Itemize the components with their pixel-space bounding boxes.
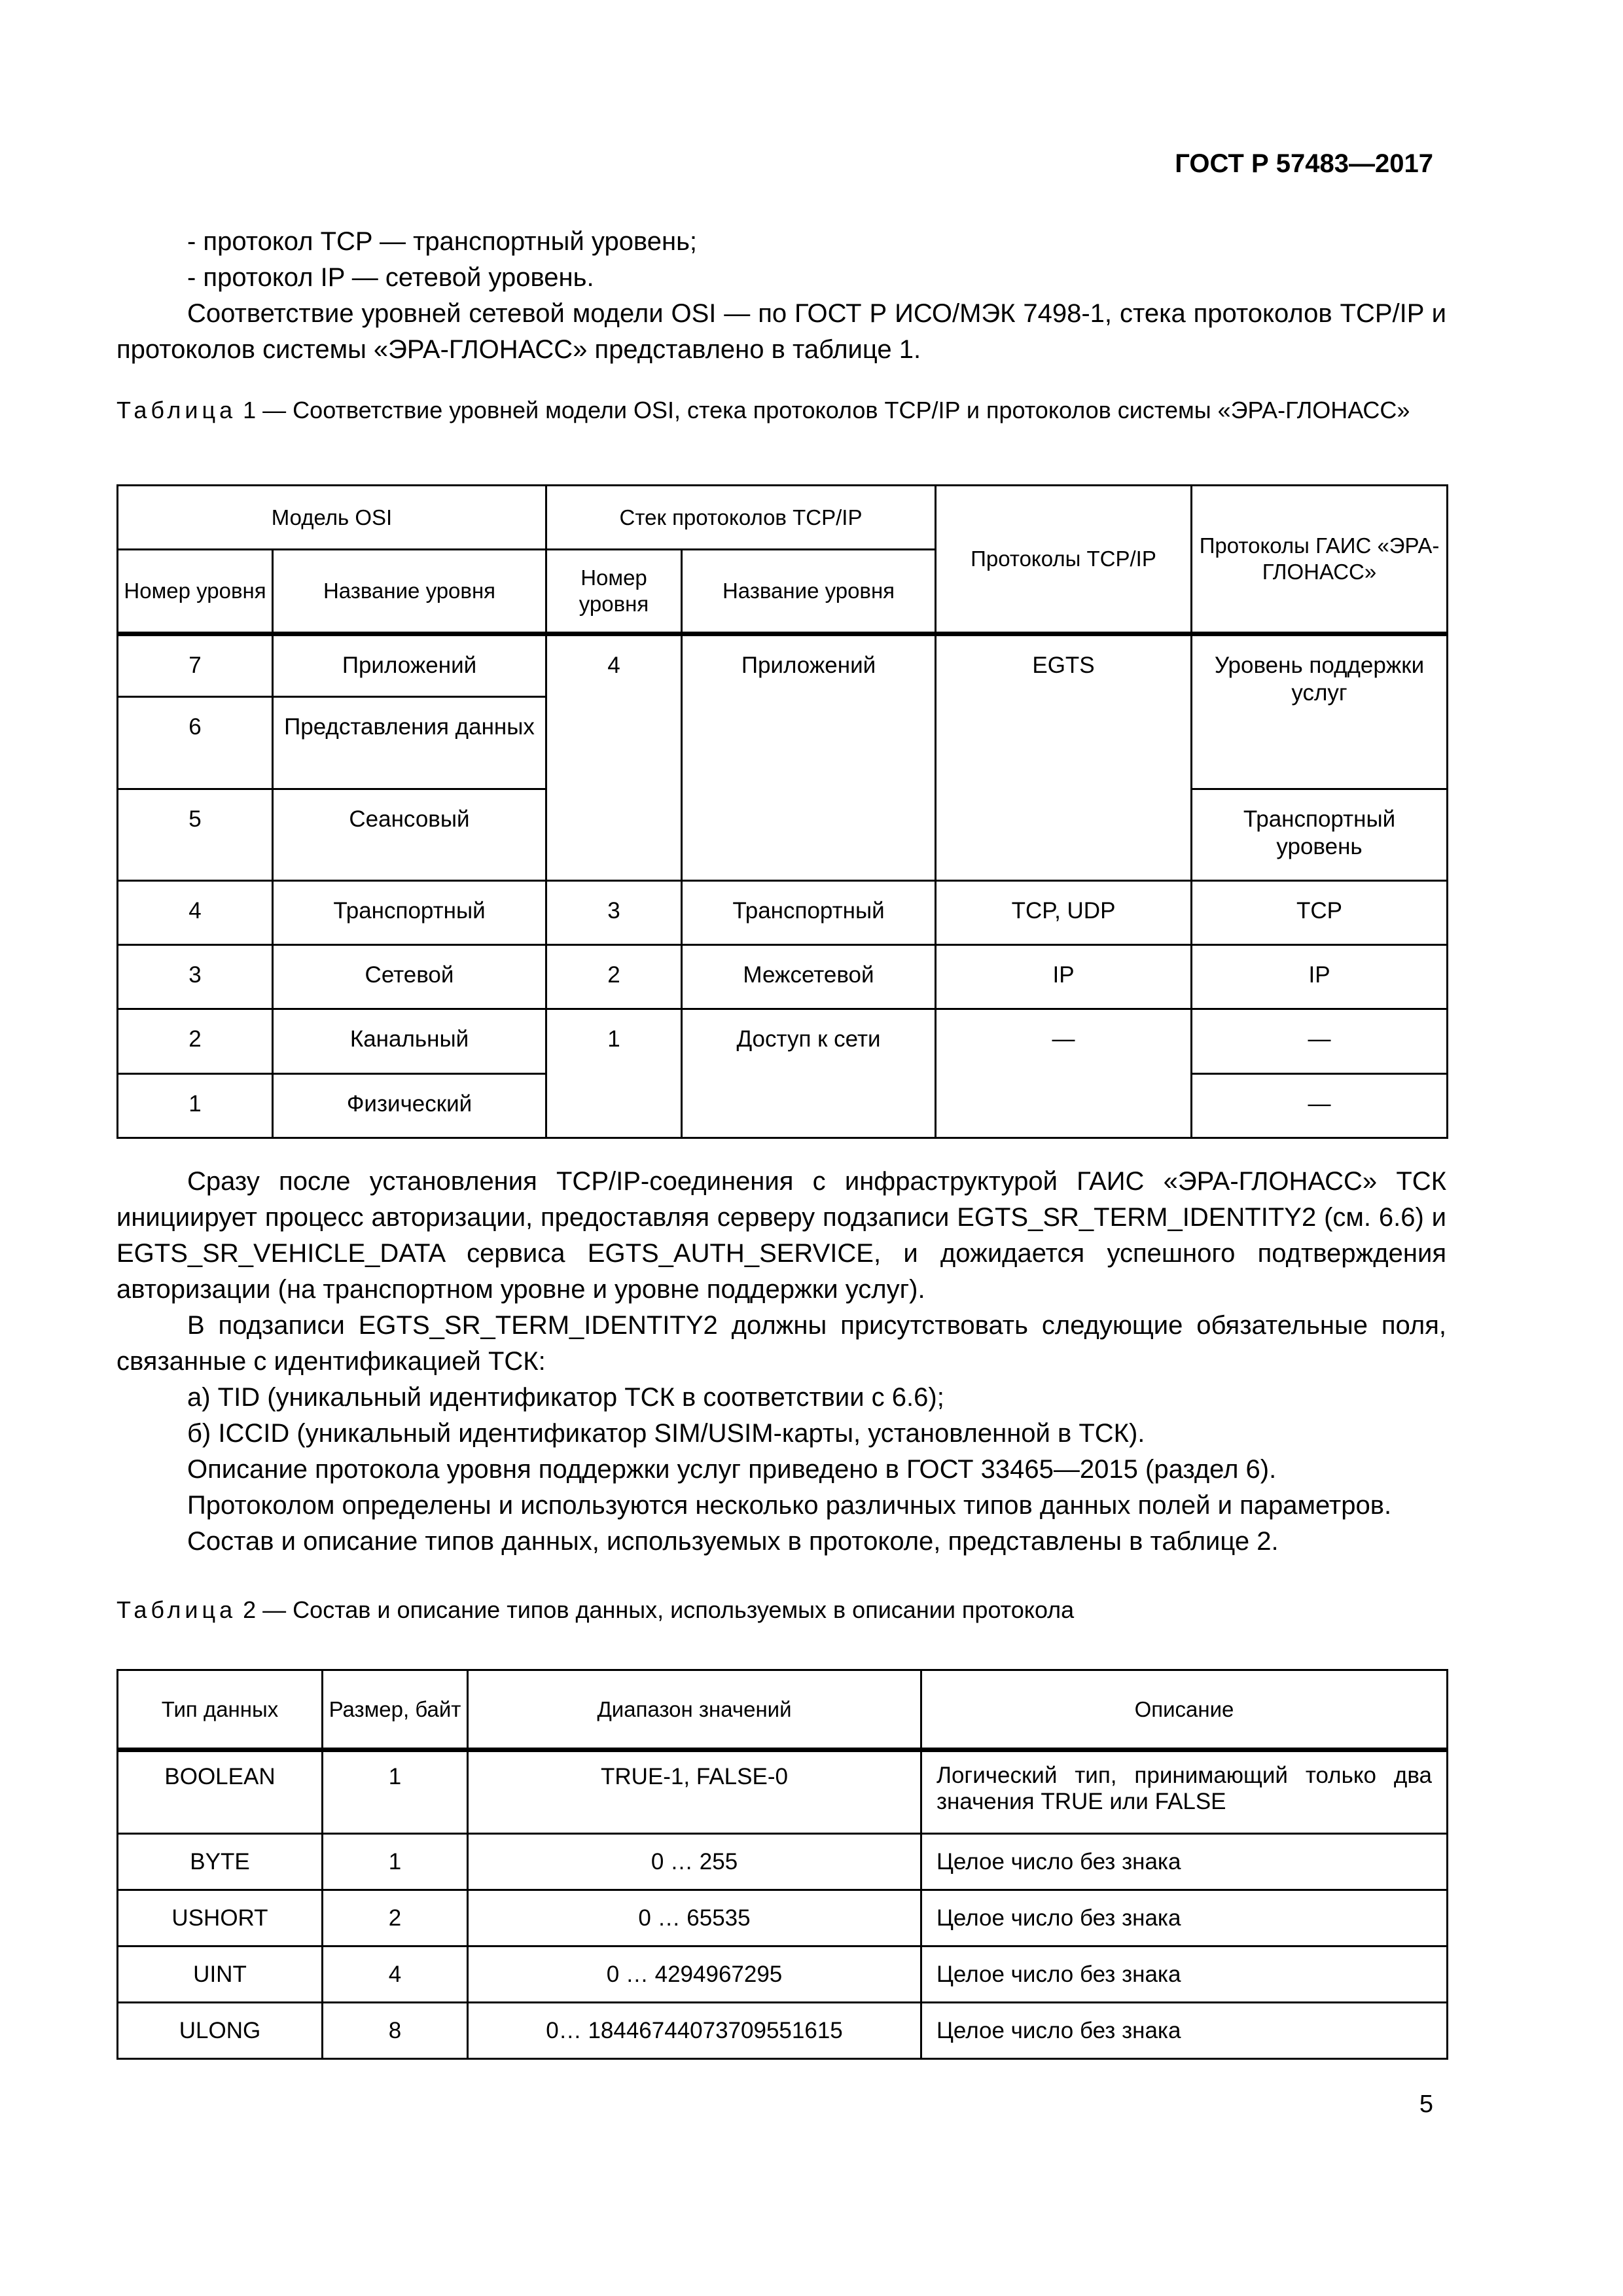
- data-types-table: [116, 1669, 1448, 2060]
- list-item: б) ICCID (уникальный идентификатор SIM/USIM-карты, установленной в ТСК).: [187, 1419, 1145, 1448]
- range-cell: TRUE-1, FALSE-0: [468, 1750, 921, 1834]
- osi-layer-name: Сетевой: [273, 945, 546, 1009]
- standard-number: ГОСТ Р 57483—2017: [1175, 149, 1433, 178]
- osi-correspondence-table: [116, 484, 1448, 1139]
- osi-layer-number: 4: [118, 881, 273, 945]
- table2-caption: [116, 1594, 1446, 1626]
- tcpip-protocol: EGTS: [936, 634, 1192, 881]
- range-cell: 0 … 4294967295: [468, 1946, 921, 2003]
- body-paragraph: Сразу после установления TCP/IP-соединения с инфраструктурой ГАИС «ЭРА-ГЛОНАСС» ТСК инициирует процесс авторизации, предоставляя серверу подзаписи EGTS_SR_TERM_IDENTITY2 (см. 6.6) и EGTS_SR_VEHICLE_DATA сервиса EGTS_AUTH_SERVICE, и дожидается успешного подтверждения авторизации (на транспортном уровне и уровне поддержки услуг).: [116, 1167, 1446, 1304]
- caption-label: Таблица: [116, 1596, 237, 1623]
- osi-layer-name: Сеансовый: [273, 789, 546, 881]
- osi-layer-number: 3: [118, 945, 273, 1009]
- data-type-cell: ULONG: [118, 2003, 323, 2059]
- header-layer-name: Название уровня: [682, 550, 936, 634]
- description-cell: Целое число без знака: [921, 2003, 1448, 2059]
- stack-layer-name: Транспортный: [682, 881, 936, 945]
- page-number: 5: [1419, 2090, 1433, 2118]
- header-osi-model: Модель OSI: [118, 486, 546, 550]
- size-cell: 1: [323, 1750, 468, 1834]
- body-section: [116, 1164, 1446, 1560]
- gais-protocol: —: [1192, 1009, 1448, 1074]
- header-layer-number: Номер уровня: [546, 550, 682, 634]
- caption-label: Таблица: [116, 397, 237, 423]
- list-item: - протокол IP — сетевой уровень.: [187, 263, 594, 292]
- header-layer-number: Номер уровня: [118, 550, 273, 634]
- stack-layer-number: 1: [546, 1009, 682, 1138]
- size-cell: 4: [323, 1946, 468, 2003]
- header-data-type: Тип данных: [118, 1670, 323, 1750]
- size-cell: 2: [323, 1890, 468, 1946]
- osi-layer-name: Приложений: [273, 634, 546, 697]
- data-type-cell: BYTE: [118, 1834, 323, 1890]
- range-cell: 0… 18446744073709551615: [468, 2003, 921, 2059]
- list-item: а) TID (уникальный идентификатор ТСК в соответствии с 6.6);: [187, 1383, 944, 1412]
- header-tcpip-protocols: Протоколы TCP/IP: [936, 486, 1192, 634]
- table1-caption: [116, 395, 1446, 426]
- stack-layer-name: Доступ к сети: [682, 1009, 936, 1138]
- osi-layer-number: 6: [118, 697, 273, 789]
- intro-section: [116, 224, 1446, 368]
- description-cell: Целое число без знака: [921, 1890, 1448, 1946]
- gais-protocol: TCP: [1192, 881, 1448, 945]
- description-cell: Логический тип, принимающий только два значения TRUE или FALSE: [921, 1750, 1448, 1834]
- data-type-cell: UINT: [118, 1946, 323, 2003]
- tcpip-protocol: TCP, UDP: [936, 881, 1192, 945]
- osi-layer-name: Физический: [273, 1074, 546, 1138]
- description-cell: Целое число без знака: [921, 1946, 1448, 2003]
- header-size: Размер, байт: [323, 1670, 468, 1750]
- tcpip-protocol: IP: [936, 945, 1192, 1009]
- gais-protocol: IP: [1192, 945, 1448, 1009]
- caption-text: 2 — Состав и описание типов данных, используемых в описании протокола: [236, 1596, 1075, 1623]
- body-paragraph: Протоколом определены и используются несколько различных типов данных полей и параметров.: [187, 1491, 1392, 1520]
- range-cell: 0 … 255: [468, 1834, 921, 1890]
- osi-layer-number: 1: [118, 1074, 273, 1138]
- stack-layer-number: 2: [546, 945, 682, 1009]
- gais-protocol: —: [1192, 1074, 1448, 1138]
- header-description: Описание: [921, 1670, 1448, 1750]
- stack-layer-name: Приложений: [682, 634, 936, 881]
- intro-paragraph: Соответствие уровней сетевой модели OSI — по ГОСТ Р ИСО/МЭК 7498-1, стека протоколов TCP/IP и протоколов системы «ЭРА-ГЛОНАСС» представлено в таблице 1.: [116, 299, 1447, 364]
- header-gais-protocols: Протоколы ГАИС «ЭРА-ГЛОНАСС»: [1192, 486, 1448, 634]
- gais-protocol: Транспортный уровень: [1192, 789, 1448, 881]
- data-type-cell: BOOLEAN: [118, 1750, 323, 1834]
- list-item: - протокол TCP — транспортный уровень;: [187, 227, 698, 256]
- body-paragraph: Описание протокола уровня поддержки услуг приведено в ГОСТ 33465—2015 (раздел 6).: [187, 1455, 1277, 1484]
- body-paragraph: Состав и описание типов данных, используемых в протоколе, представлены в таблице 2.: [187, 1527, 1279, 1556]
- stack-layer-number: 4: [546, 634, 682, 881]
- osi-layer-number: 7: [118, 634, 273, 697]
- header-tcpip-stack: Стек протоколов TCP/IP: [546, 486, 936, 550]
- header-layer-name: Название уровня: [273, 550, 546, 634]
- gais-protocol: Уровень поддержки услуг: [1192, 634, 1448, 789]
- caption-text: 1 — Соответствие уровней модели OSI, стека протоколов TCP/IP и протоколов системы «ЭРА-ГЛОНАСС»: [236, 397, 1410, 423]
- osi-layer-number: 5: [118, 789, 273, 881]
- size-cell: 1: [323, 1834, 468, 1890]
- body-paragraph: В подзаписи EGTS_SR_TERM_IDENTITY2 должны присутствовать следующие обязательные поля, связанные с идентификацией ТСК:: [116, 1311, 1446, 1376]
- osi-layer-number: 2: [118, 1009, 273, 1074]
- description-cell: Целое число без знака: [921, 1834, 1448, 1890]
- tcpip-protocol: —: [936, 1009, 1192, 1138]
- osi-layer-name: Представления данных: [273, 697, 546, 789]
- header-range: Диапазон значений: [468, 1670, 921, 1750]
- data-type-cell: USHORT: [118, 1890, 323, 1946]
- size-cell: 8: [323, 2003, 468, 2059]
- osi-layer-name: Канальный: [273, 1009, 546, 1074]
- stack-layer-number: 3: [546, 881, 682, 945]
- osi-layer-name: Транспортный: [273, 881, 546, 945]
- stack-layer-name: Межсетевой: [682, 945, 936, 1009]
- range-cell: 0 … 65535: [468, 1890, 921, 1946]
